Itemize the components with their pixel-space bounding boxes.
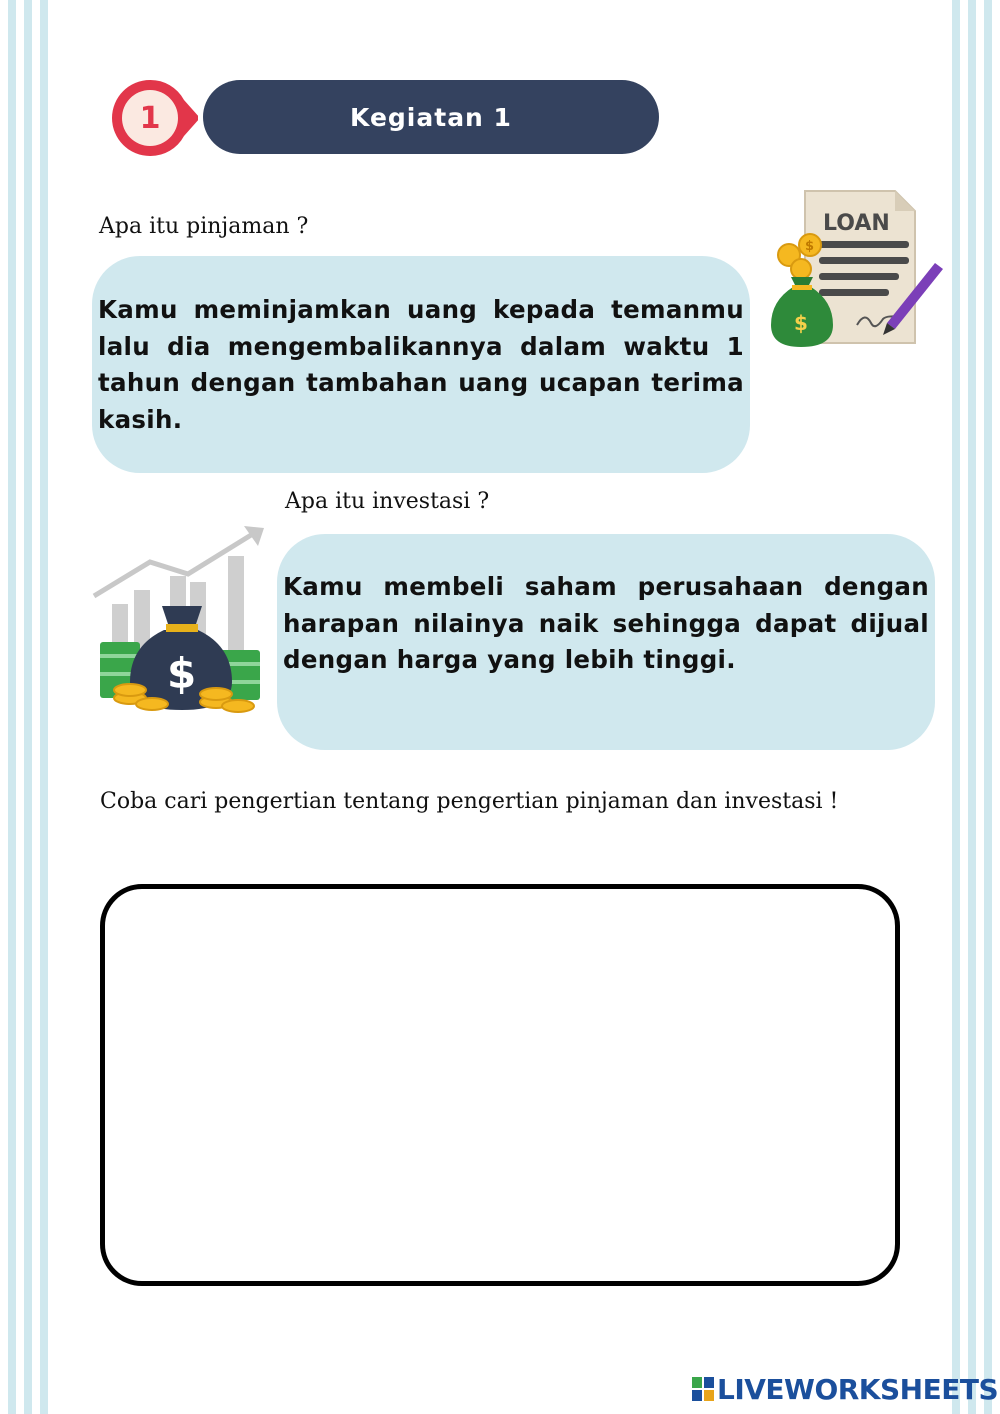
investment-answer-bubble [277,534,935,750]
loan-coin-symbol: $ [794,311,808,335]
investment-question: Apa itu investasi ? [285,489,490,514]
loan-document-icon [765,185,945,350]
loan-answer-bubble [92,256,750,473]
left-stripe-2 [24,0,32,1414]
investment-moneybag-icon [90,522,270,717]
left-stripe-1 [8,0,16,1414]
right-stripe-3 [984,0,992,1414]
svg-text:$: $ [805,239,815,254]
right-stripe-1 [952,0,960,1414]
brand-name: LIVEWORKSHEETS [717,1372,999,1406]
loan-answer-text: Kamu meminjamkan uang kepada temanmu lalu dia mengembalikannya dalam waktu 1 tahun dengan tambahan uang ucapan terima kasih. [98,295,744,434]
loan-question: Apa itu pinjaman ? [99,214,309,239]
activity-title: Kegiatan 1 [203,80,659,154]
liveworksheets-logo [692,1372,998,1406]
instruction-text: Coba cari pengertian tentang pengertian pinjaman dan investasi ! [100,789,839,814]
left-stripe-3 [40,0,48,1414]
investment-answer-text: Kamu membeli saham perusahaan dengan harapan nilainya naik sehingga dapat dijual dengan harga yang lebih tinggi. [283,572,929,674]
loan-label: LOAN [823,211,890,236]
activity-number: 1 [139,100,161,136]
liveworksheets-grid-icon [692,1377,714,1401]
investment-coin-symbol: $ [167,649,197,698]
right-stripe-2 [968,0,976,1414]
answer-textbox[interactable] [100,884,900,1286]
